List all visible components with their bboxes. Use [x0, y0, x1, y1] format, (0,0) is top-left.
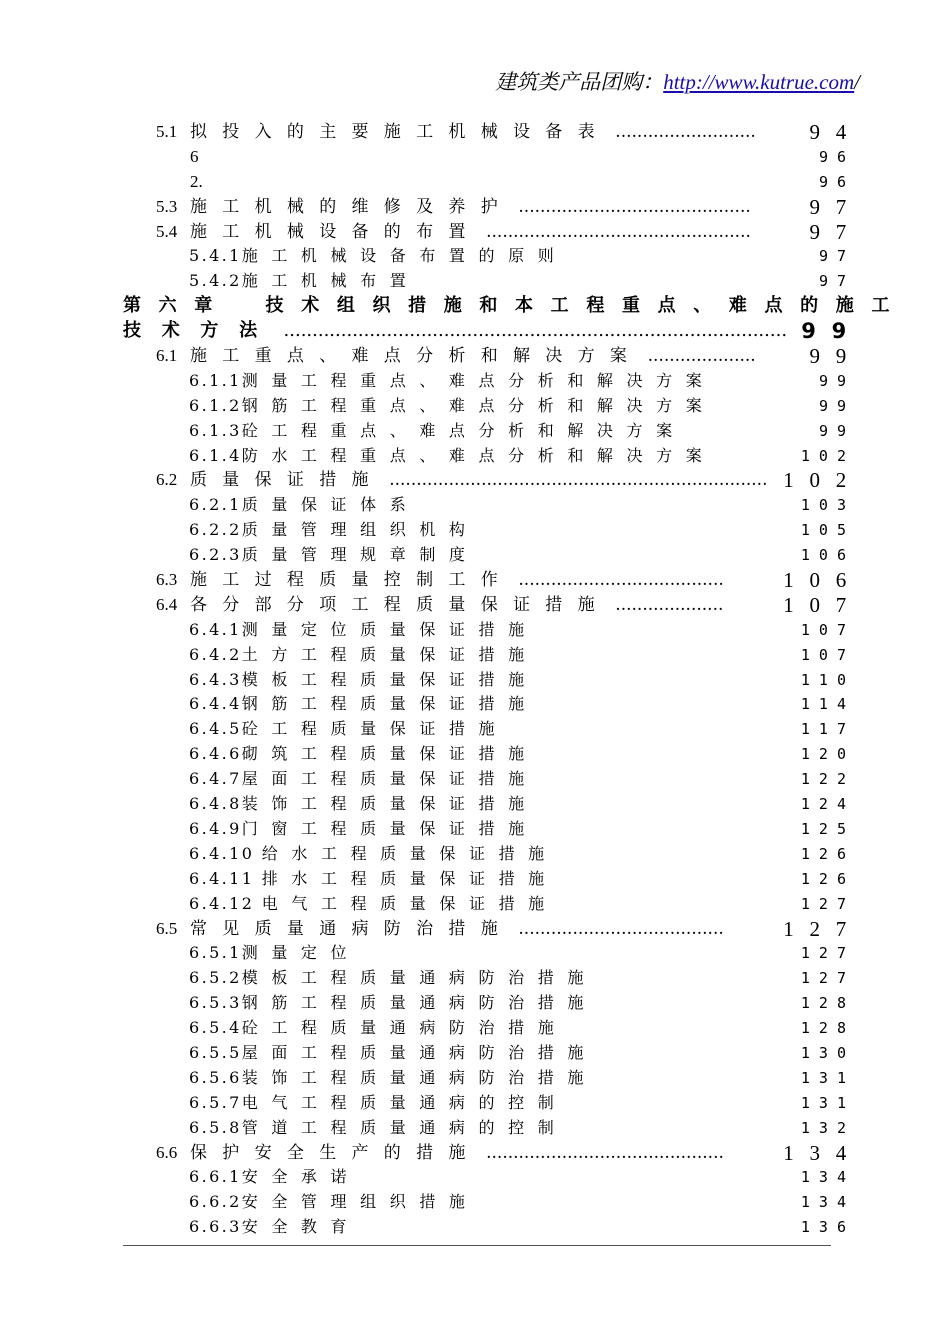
section-number: 6.4 [156, 594, 178, 614]
toc-entry[interactable] [0, 244, 950, 269]
chapter-title-continued [123, 319, 787, 344]
toc-subsection-label [189, 244, 567, 269]
toc-subsection-label [189, 419, 686, 444]
subsection-title: 钢筋工程质量通病防治措施 [241, 993, 597, 1013]
page-number: 96 [818, 147, 855, 166]
toc-entry[interactable] [0, 145, 950, 170]
toc-subsection-label [189, 1091, 567, 1116]
page-number: 114 [800, 695, 855, 714]
page-number: 126 [800, 844, 855, 863]
section-number: 6.1 [156, 346, 178, 366]
page-number: 125 [800, 819, 855, 838]
page-number: 120 [800, 745, 855, 764]
page-number: 99 [818, 371, 855, 390]
toc-entry[interactable] [0, 991, 950, 1016]
toc-entry[interactable] [0, 1091, 950, 1116]
page-number: 99 [818, 421, 855, 440]
subsection-number: 6.4.7 [189, 769, 242, 789]
subsection-number: 6.4.5 [189, 719, 242, 739]
page-number: 124 [800, 795, 855, 814]
subsection-title: 安全管理组织措施 [241, 1192, 479, 1212]
toc-entry[interactable] [0, 1041, 950, 1066]
subsection-number: 5.4.1 [189, 246, 242, 266]
subsection-title: 砼工程质量保证措施 [241, 719, 509, 739]
page-number: 107 [783, 592, 862, 617]
page-number: 97 [818, 247, 855, 266]
subsection-title: 装饰工程质量保证措施 [241, 794, 538, 814]
bottom-divider [123, 1245, 831, 1246]
toc-entry[interactable] [0, 941, 950, 966]
toc-subsection-label [189, 966, 597, 991]
dot-leader: ................................................. [480, 221, 751, 242]
subsection-title: 装饰工程质量通病防治措施 [241, 1067, 597, 1087]
page-number: 134 [800, 1193, 855, 1212]
toc-subsection-label [189, 717, 508, 742]
toc-subsection-label [189, 792, 538, 817]
toc-entry[interactable] [0, 1165, 950, 1190]
subsection-number: 6.2.1 [189, 495, 242, 515]
page-number: 131 [800, 1068, 855, 1087]
page-number: 107 [800, 645, 855, 664]
toc-entry[interactable] [0, 394, 950, 419]
toc-subsection-label [189, 444, 715, 469]
dot-leader: ...................................... [513, 570, 724, 591]
subsection-number: 6.5.8 [189, 1117, 242, 1137]
toc-subsection-label [189, 643, 538, 668]
toc-fragment: 6 [190, 146, 199, 166]
section-title: 各分部分项工程质量保证措施 [190, 594, 610, 615]
toc-subsection-label [189, 867, 558, 892]
page-number: 117 [800, 720, 855, 739]
subsection-title: 质量保证体系 [241, 495, 420, 515]
toc-subsection-label [189, 817, 538, 842]
toc-subsection-label [189, 668, 538, 693]
page-number: 126 [800, 869, 855, 888]
subsection-number: 6.1.3 [189, 420, 242, 440]
toc-section-label [156, 593, 723, 618]
toc-subsection-label [189, 543, 479, 568]
subsection-number: 6.4.8 [189, 794, 242, 814]
subsection-number: 6.5.6 [189, 1067, 242, 1087]
toc-entry[interactable] [0, 593, 950, 618]
toc-entry[interactable] [0, 1141, 950, 1166]
subsection-title: 砼工程质量通病防治措施 [241, 1018, 568, 1038]
subsection-number: 6.5.5 [189, 1042, 242, 1062]
dot-leader: .................... [609, 594, 724, 615]
page-number: 128 [800, 994, 855, 1013]
toc-subsection-label [189, 1215, 360, 1240]
subsection-number: 6.1.2 [189, 395, 242, 415]
subsection-title: 排水工程质量保证措施 [261, 868, 558, 888]
subsection-number: 6.6.2 [189, 1192, 242, 1212]
subsection-title: 测量定位 [241, 943, 361, 963]
dot-leader: ............................................ [480, 1142, 724, 1163]
toc-subsection-label [189, 269, 419, 294]
page-number: 128 [800, 1019, 855, 1038]
toc-section-label [156, 917, 724, 942]
page-number: 106 [800, 546, 855, 565]
toc-entry[interactable] [0, 369, 950, 394]
dot-leader: ........................................................................................ [277, 320, 788, 342]
subsection-title: 屋面工程质量通病防治措施 [241, 1042, 597, 1062]
toc-entry[interactable] [0, 618, 950, 643]
section-number: 5.4 [156, 221, 178, 241]
page-number: 127 [800, 944, 855, 963]
subsection-title: 砌筑工程质量保证措施 [241, 744, 538, 764]
toc-subsection-label [189, 767, 538, 792]
toc-subsection-label [189, 1165, 360, 1190]
page-number: 99 [818, 396, 855, 415]
subsection-number: 6.4.11 [189, 868, 262, 888]
subsection-number: 6.6.1 [189, 1167, 242, 1187]
toc-entry[interactable] [0, 518, 950, 543]
toc-section-label [156, 220, 751, 245]
toc-entry[interactable] [0, 220, 950, 245]
subsection-number: 6.6.3 [189, 1217, 242, 1237]
toc-entry[interactable] [0, 294, 950, 319]
subsection-number: 6.4.12 [189, 893, 262, 913]
toc-entry[interactable] [0, 767, 950, 792]
subsection-title: 门窗工程质量保证措施 [241, 818, 538, 838]
subsection-number: 6.4.9 [189, 818, 242, 838]
page-number: 131 [800, 1093, 855, 1112]
section-title: 保护安全生产的措施 [190, 1142, 481, 1163]
subsection-number: 6.4.1 [189, 619, 242, 639]
dot-leader: .......................... [609, 122, 756, 142]
toc-subsection-label [189, 369, 715, 394]
section-title: 拟投入的主要施工机械设备表 [190, 122, 610, 142]
section-number: 6.5 [156, 918, 178, 938]
toc-subsection-label [189, 493, 419, 518]
chapter-title: 第六章 技术组织措施和本工程重点、难点的施工 [123, 295, 908, 317]
subsection-title: 砼工程重点、难点分析和解决方案 [241, 420, 686, 440]
toc-subsection-label [189, 518, 479, 543]
subsection-number: 6.2.3 [189, 545, 242, 565]
toc-subsection-label [189, 1116, 567, 1141]
page-header [495, 66, 860, 96]
subsection-number: 6.5.7 [189, 1092, 242, 1112]
section-title: 质量保证措施 [190, 470, 384, 491]
toc-entry[interactable] [0, 792, 950, 817]
dot-leader: ...................................................................... [383, 470, 768, 491]
page-number: 132 [800, 1118, 855, 1137]
toc-entry[interactable] [0, 643, 950, 668]
subsection-title: 电气工程质量通病的控制 [241, 1092, 568, 1112]
subsection-title: 质量管理规章制度 [241, 545, 479, 565]
toc-section-label [156, 120, 756, 145]
toc-entry[interactable] [0, 120, 950, 145]
subsection-title: 管道工程质量通病的控制 [241, 1117, 568, 1137]
page-number: 134 [800, 1168, 855, 1187]
toc-entry[interactable] [0, 668, 950, 693]
toc-entry[interactable] [0, 468, 950, 493]
subsection-title: 施工机械设备布置的原则 [241, 246, 568, 266]
subsection-number: 6.5.3 [189, 993, 242, 1013]
page-number: 134 [783, 1140, 862, 1165]
subsection-title: 测量工程重点、难点分析和解决方案 [241, 370, 716, 390]
toc-entry[interactable] [0, 867, 950, 892]
toc-entry[interactable] [0, 692, 950, 717]
toc-subsection-label [189, 394, 715, 419]
subsection-number: 6.4.4 [189, 694, 242, 714]
toc-entry[interactable] [0, 892, 950, 917]
subsection-number: 6.2.2 [189, 520, 242, 540]
page-number: 97 [818, 272, 855, 291]
page-number: 94 [809, 120, 862, 144]
toc-subsection-label [189, 1190, 479, 1215]
subsection-number: 6.5.4 [189, 1018, 242, 1038]
toc-entry[interactable] [0, 842, 950, 867]
toc-entry[interactable] [0, 444, 950, 469]
page-number: 110 [800, 670, 855, 689]
subsection-title: 施工机械布置 [241, 271, 420, 291]
subsection-title: 钢筋工程重点、难点分析和解决方案 [241, 395, 716, 415]
subsection-title: 土方工程质量保证措施 [241, 644, 538, 664]
page-number: 97 [809, 194, 862, 219]
page-number: 103 [800, 496, 855, 515]
subsection-number: 6.4.10 [189, 843, 262, 863]
subsection-number: 5.4.2 [189, 271, 242, 291]
section-number: 6.6 [156, 1142, 178, 1162]
section-title: 施工机械的维修及养护 [190, 196, 513, 217]
toc-entry[interactable] [0, 568, 950, 593]
subsection-number: 6.1.1 [189, 370, 242, 390]
toc-entry[interactable] [0, 1066, 950, 1091]
subsection-title: 屋面工程质量保证措施 [241, 769, 538, 789]
toc-subsection-label [189, 991, 597, 1016]
toc-entry[interactable] [0, 1190, 950, 1215]
page-number: 99 [801, 319, 862, 344]
toc-section-label [156, 195, 751, 220]
page-number: 96 [818, 172, 855, 191]
page-number: 105 [800, 521, 855, 540]
section-number: 5.1 [156, 122, 178, 141]
toc-section-label [156, 1141, 724, 1166]
header-link[interactable]: http://www.kutrue.com [663, 70, 855, 94]
toc-entry[interactable] [0, 493, 950, 518]
toc-entry[interactable] [0, 817, 950, 842]
toc-entry[interactable] [0, 1215, 950, 1240]
toc-entry[interactable] [0, 1116, 950, 1141]
header-prefix: 建筑类产品团购： [495, 70, 664, 94]
section-title: 施工机械设备的布置 [190, 221, 481, 242]
toc-fragment: 2. [190, 171, 203, 191]
toc-subsection-label [189, 892, 558, 917]
subsection-title: 钢筋工程质量保证措施 [241, 694, 538, 714]
section-title: 常见质量通病防治措施 [190, 918, 513, 939]
toc-entry[interactable] [0, 319, 950, 344]
toc-entry[interactable] [0, 344, 950, 369]
toc-subsection-label [189, 842, 558, 867]
page-number: 97 [809, 219, 862, 244]
page-number: 102 [783, 468, 862, 493]
toc-subsection-label [189, 1066, 597, 1091]
toc-subsection-label [189, 742, 538, 767]
page-number: 122 [800, 770, 855, 789]
toc-entry[interactable] [0, 170, 950, 195]
subsection-number: 6.1.4 [189, 445, 242, 465]
toc-section-label [156, 344, 756, 369]
toc-subsection-label [189, 941, 360, 966]
toc-entry[interactable] [0, 1016, 950, 1041]
section-number: 6.2 [156, 470, 178, 490]
toc-section-label [156, 468, 767, 493]
subsection-title: 质量管理组织机构 [241, 520, 479, 540]
toc-entry[interactable] [0, 195, 950, 220]
dot-leader: .................... [642, 346, 756, 367]
toc-subsection-label [189, 1016, 567, 1041]
subsection-title: 电气工程质量保证措施 [261, 893, 558, 913]
subsection-title: 测量定位质量保证措施 [241, 619, 538, 639]
page-number: 130 [800, 1043, 855, 1062]
page-number: 107 [800, 620, 855, 639]
page-number: 127 [783, 916, 862, 941]
toc-entry[interactable] [0, 543, 950, 568]
subsection-number: 6.5.2 [189, 968, 242, 988]
toc-entry[interactable] [0, 917, 950, 942]
section-title: 施工重点、难点分析和解决方案 [190, 346, 643, 367]
page-number: 102 [800, 446, 855, 465]
dot-leader: ........................................... [513, 196, 751, 217]
page-number: 99 [809, 344, 862, 369]
toc-entry[interactable] [0, 419, 950, 444]
subsection-number: 6.4.6 [189, 744, 242, 764]
subsection-number: 6.4.3 [189, 669, 242, 689]
subsection-title: 安全承诺 [241, 1167, 361, 1187]
toc-entry[interactable] [0, 717, 950, 742]
section-title: 施工过程质量控制工作 [190, 570, 513, 591]
subsection-title: 防水工程重点、难点分析和解决方案 [241, 445, 716, 465]
chapter-title-tail: 技术方法 [123, 320, 278, 342]
toc-entry[interactable] [0, 742, 950, 767]
subsection-number: 6.4.2 [189, 644, 242, 664]
subsection-title: 给水工程质量保证措施 [261, 843, 558, 863]
subsection-title: 模板工程质量保证措施 [241, 669, 538, 689]
section-number: 5.3 [156, 196, 178, 216]
toc-section-label [156, 568, 724, 593]
toc-entry[interactable] [0, 269, 950, 294]
subsection-title: 安全教育 [241, 1217, 361, 1237]
page-number: 136 [800, 1218, 855, 1237]
dot-leader: ...................................... [513, 918, 724, 939]
subsection-number: 6.5.1 [189, 943, 242, 963]
toc-subsection-label [189, 692, 538, 717]
page-number: 127 [800, 969, 855, 988]
section-number: 6.3 [156, 570, 178, 590]
subsection-title: 模板工程质量通病防治措施 [241, 968, 597, 988]
toc-subsection-label [189, 1041, 597, 1066]
page-number: 106 [783, 568, 862, 593]
toc-entry[interactable] [0, 966, 950, 991]
header-suffix: / [854, 70, 860, 94]
page-number: 127 [800, 894, 855, 913]
table-of-contents [0, 120, 950, 1240]
toc-subsection-label [189, 618, 538, 643]
